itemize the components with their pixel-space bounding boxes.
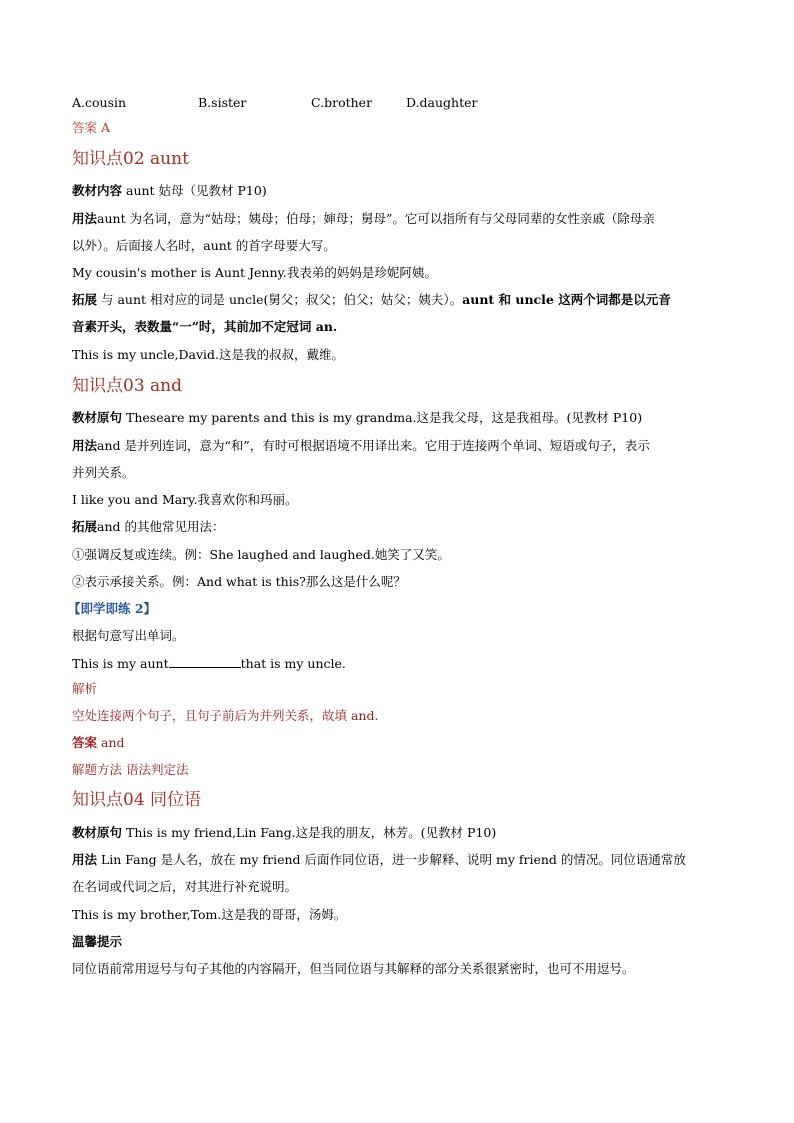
section-heading-appositive: 知识点04 同位语 — [72, 790, 202, 810]
analysis-label: 解析 — [72, 681, 98, 696]
usage-text: and 是并列连词，意为“和”，有时可根据语境不用译出来。它用于连接两个单词、短语或句子，表示 — [97, 438, 650, 453]
usage-label: 用法 — [72, 438, 98, 453]
practice-label: 【即学即练 2】 — [68, 601, 157, 616]
usage-and-line2: 并列关系。 — [72, 465, 135, 480]
usage-appositive-line1 — [72, 851, 686, 869]
material-content-aunt — [72, 182, 267, 200]
material-label: 教材原句 — [72, 825, 123, 840]
example-appositive: This is my brother,Tom.这是我的哥哥，汤姆。 — [72, 907, 347, 922]
example-aunt: My cousin's mother is Aunt Jenny.我表弟的妈妈是珍妮阿姨。 — [72, 265, 437, 280]
section-heading-aunt: 知识点02 aunt — [72, 149, 189, 169]
practice-sentence-start: This is my aunt — [72, 656, 169, 671]
tip-text: 同位语前常用逗号与句子其他的内容隔开，但当同位语与其解释的部分关系很紧密时，也可不用逗号。 — [72, 961, 635, 976]
answer-and — [72, 734, 125, 752]
practice-sentence — [72, 654, 346, 673]
extension-aunt-line2: 音素开头，表数量“一”时，其前加不定冠词 an. — [72, 319, 338, 334]
extension-label: 拓展 — [72, 519, 98, 534]
material-sentence-and — [72, 409, 642, 427]
usage-and-line1 — [72, 437, 650, 455]
usage-text: Lin Fang 是人名，放在 my friend 后面作同位语，进一步解释、说明 my friend 的情况。同位语通常放 — [97, 852, 686, 867]
extension-aunt-line1 — [72, 291, 671, 309]
extension-bold-text: aunt 和 uncle 这两个词都是以元音 — [462, 292, 671, 307]
option-a: A.cousin — [72, 95, 127, 110]
usage-label: 用法 — [72, 852, 98, 867]
option-d: D.daughter — [406, 95, 478, 110]
answer-label: 答案 — [72, 735, 98, 750]
answer-text: and — [97, 735, 125, 750]
material-sentence-appositive — [72, 824, 496, 842]
usage-aunt-line1 — [72, 210, 655, 228]
example-and: I like you and Mary.我喜欢你和玛丽。 — [72, 492, 298, 507]
material-text: aunt 姑母（见教材 P10) — [122, 183, 267, 198]
extension-and — [72, 518, 225, 536]
option-c: C.brother — [311, 95, 373, 110]
option-b: B.sister — [198, 95, 247, 110]
material-label: 教材内容 — [72, 183, 123, 198]
practice-instruction: 根据句意写出单词。 — [72, 628, 185, 643]
practice-sentence-end: that is my uncle. — [240, 656, 346, 671]
extension-text: and 的其他常见用法： — [97, 519, 225, 534]
extension-item-1: ①强调反复或连续。例：She laughed and laughed.她笑了又笑。 — [72, 547, 450, 562]
usage-aunt-line2: 以外）。后面接人名时，aunt 的首字母要大写。 — [72, 238, 336, 253]
usage-appositive-line2: 在名词或代词之后，对其进行补充说明。 — [72, 879, 298, 894]
section-heading-and: 知识点03 and — [72, 376, 183, 396]
extension-text: 与 aunt 相对应的词是 uncle(舅父；叔父；伯父；姑父；姨夫）。 — [97, 292, 463, 307]
material-text: Theseare my parents and this is my grandma.这是我父母，这是我祖母。(见教材 P10) — [122, 410, 643, 425]
analysis-text: 空处连接两个句子，且句子前后为并列关系，故填 and. — [72, 708, 379, 723]
tip-label: 温馨提示 — [72, 934, 123, 949]
material-text: This is my friend,Lin Fang.这是我的朋友，林芳。(见教材 P10) — [122, 825, 497, 840]
extension-label: 拓展 — [72, 292, 98, 307]
usage-text: aunt 为名词，意为“姑母；姨母；伯母；婶母；舅母”。它可以指所有与父母同辈的女性亲戚（除母亲 — [97, 211, 655, 226]
extension-example-aunt: This is my uncle,David.这是我的叔叔，戴维。 — [72, 347, 345, 362]
extension-item-2: ②表示承接关系。例：And what is this?那么这是什么呢？ — [72, 574, 406, 589]
solving-method: 解题方法 语法判定法 — [72, 762, 189, 777]
answer-1: 答案 A — [72, 120, 111, 135]
usage-label: 用法 — [72, 211, 98, 226]
material-label: 教材原句 — [72, 410, 123, 425]
answer-blank — [169, 654, 241, 668]
